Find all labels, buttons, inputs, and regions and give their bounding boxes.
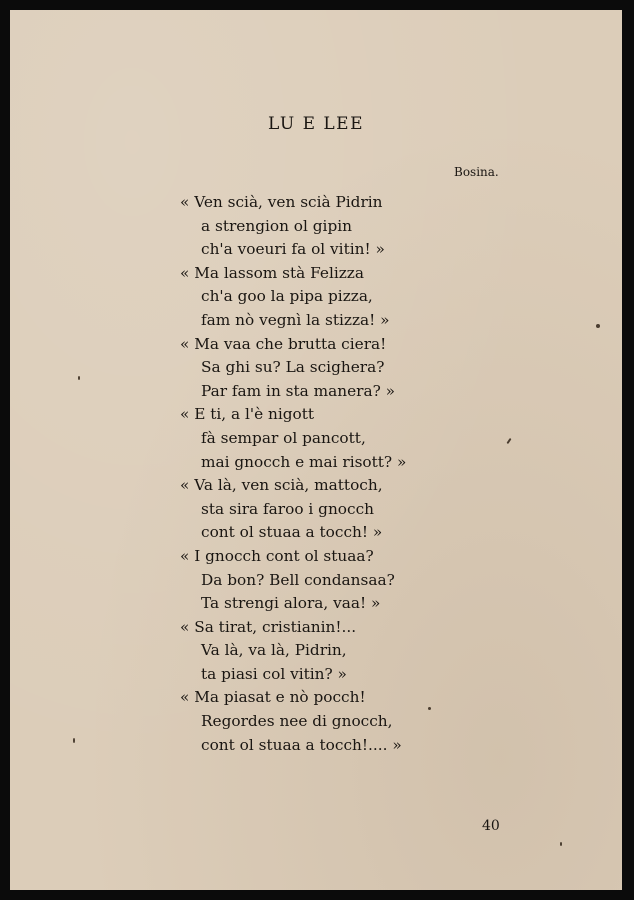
- poem-line: a strengion ol gipin: [201, 216, 352, 235]
- poem-line: Va là, va là, Pidrin,: [201, 641, 347, 660]
- paper-speck: [560, 842, 562, 846]
- poem-line: fam nò vegnì la stizza! »: [201, 310, 390, 329]
- poem-line: « Ven scià, ven scià Pidrin: [180, 193, 383, 211]
- paper-speck: [506, 438, 511, 444]
- book-page: [10, 10, 622, 890]
- poem-line: ch'a voeuri fa ol vitin! »: [201, 240, 385, 259]
- poem-line: Regordes nee di gnocch,: [201, 712, 393, 731]
- poem-line: Ta strengi alora, vaa! »: [201, 594, 381, 613]
- poem-title: LU E LEE: [267, 114, 364, 134]
- poem-line: « Ma vaa che brutta ciera!: [180, 334, 387, 353]
- poem-line: « Ma piasat e nò pocch!: [180, 688, 366, 707]
- poem-line: Da bon? Bell condansaa?: [201, 570, 395, 589]
- poem-line: « E ti, a l'è nigott: [180, 405, 315, 424]
- poem-line: « Sa tirat, cristianin!...: [180, 617, 357, 636]
- page-number: 40: [482, 818, 500, 834]
- poem-line: « Va là, ven scià, mattoch,: [180, 476, 383, 495]
- poem-line: sta sira faroo i gnocch: [201, 499, 374, 518]
- poem-line: ch'a goo la pipa pizza,: [201, 287, 373, 306]
- poem-line: ta piasi col vitin? »: [201, 664, 347, 683]
- paper-speck: [73, 738, 75, 743]
- poem-line: mai gnocch e mai risott? »: [201, 452, 407, 471]
- poem-line: fà sempar ol pancott,: [201, 428, 366, 447]
- paper-speck: [78, 376, 80, 380]
- paper-speck: [596, 324, 600, 328]
- poem-line: « I gnocch cont ol stuaa?: [180, 546, 374, 565]
- paper-speck: [428, 707, 431, 710]
- poem-line: cont ol stuaa a tocch! »: [201, 523, 383, 542]
- poem-line: Par fam in sta manera? »: [201, 381, 396, 400]
- poem-author: Bosina.: [454, 165, 499, 179]
- poem-body: [180, 191, 406, 757]
- poem-line: cont ol stuaa a tocch!.... »: [201, 735, 402, 754]
- poem-line: « Ma lassom stà Felizza: [180, 263, 364, 282]
- poem-line: Sa ghi su? La scighera?: [201, 358, 385, 377]
